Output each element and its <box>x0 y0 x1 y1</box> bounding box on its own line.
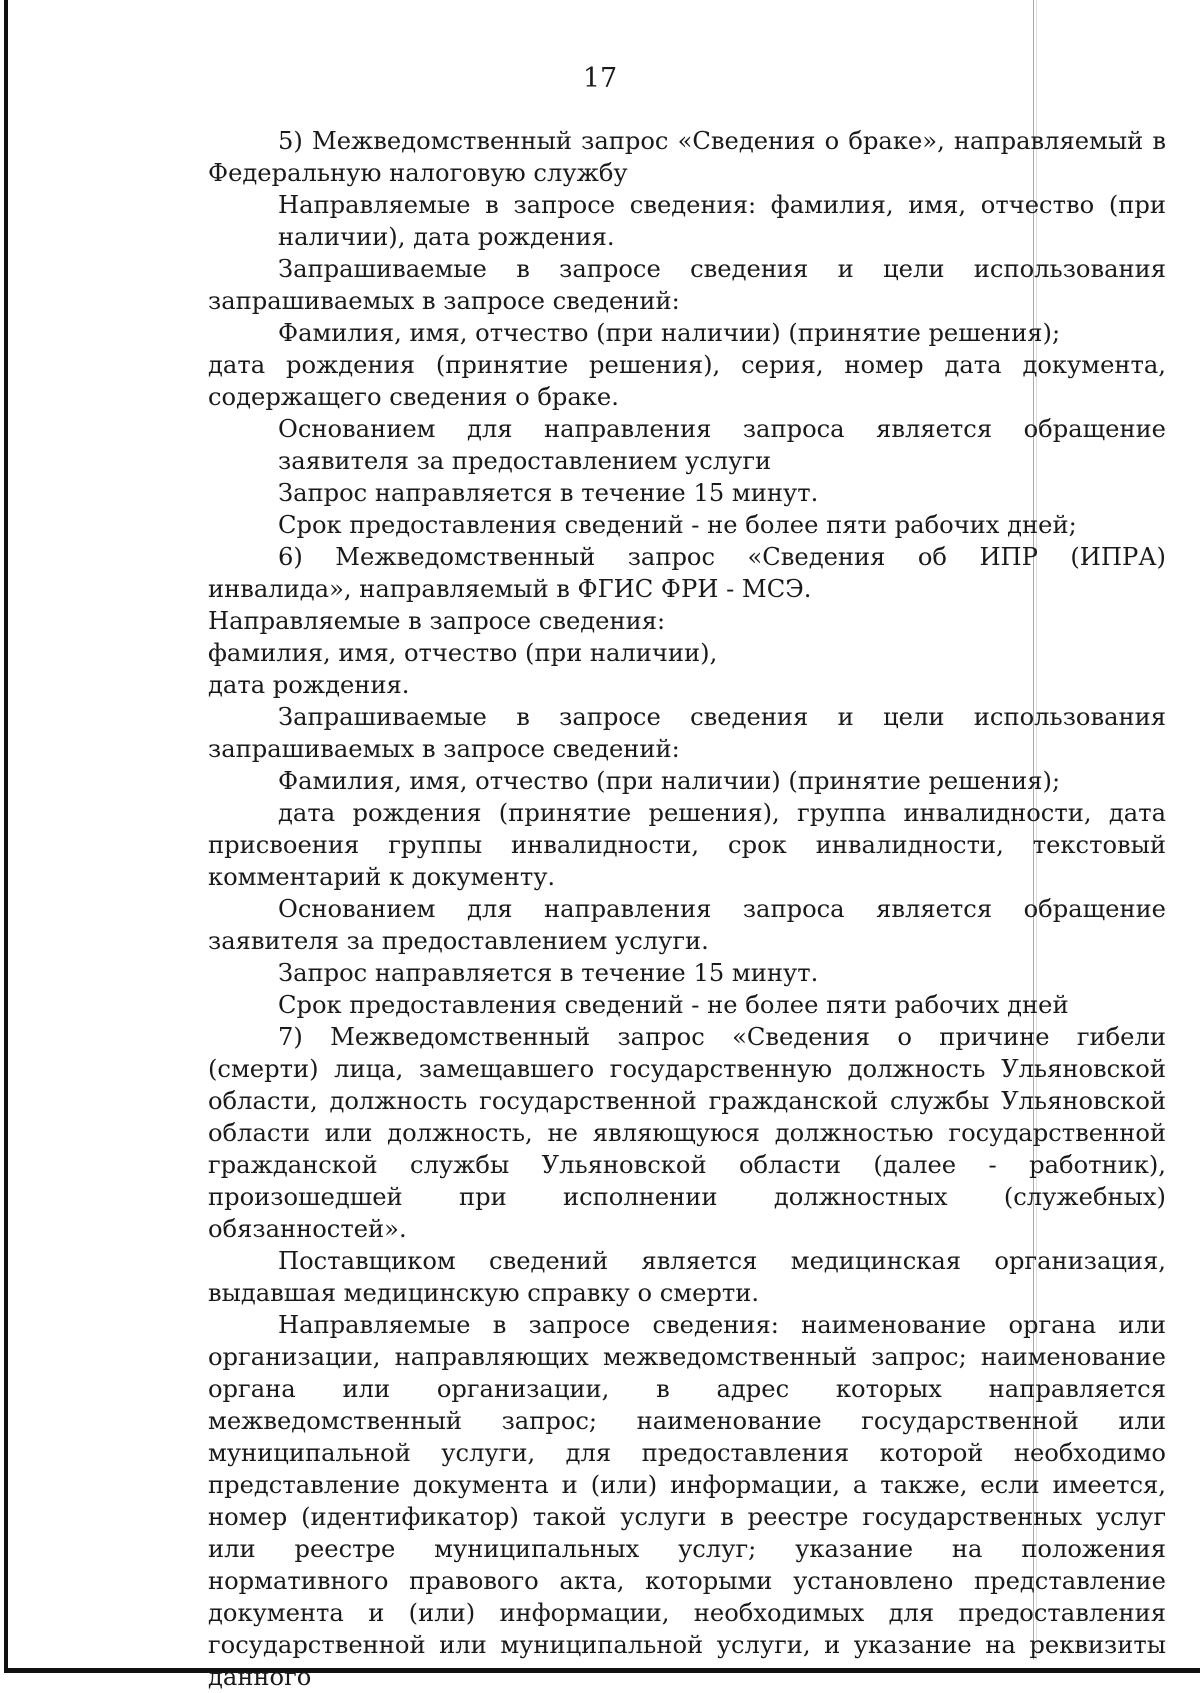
paragraph: Основанием для направления запроса является обращение заявителя за предоставлением услуги <box>278 415 1166 475</box>
paragraph: Направляемые в запросе сведения: фамилия, имя, отчество (при наличии), дата рождения. <box>278 191 1166 251</box>
paragraph: Запрос направляется в течение 15 минут. <box>278 479 819 507</box>
paragraph: Направляемые в запросе сведения: <box>208 607 666 635</box>
paragraph: Запрашиваемые в запросе сведения и цели использования запрашиваемых в запросе сведений: <box>208 703 1166 763</box>
paragraph: Запрашиваемые в запросе сведения и цели использования запрашиваемых в запросе сведений: <box>208 255 1166 315</box>
paragraph: Поставщиком сведений является медицинская организация, выдавшая медицинскую справку о смерти. <box>208 1247 1166 1307</box>
paragraph: Срок предоставления сведений - не более пяти рабочих дней; <box>278 511 1077 539</box>
paragraph: 7) Межведомственный запрос «Сведения о причине гибели (смерти) лица, замещавшего государственную должность Ульяновской области, должность государственной гражданской службы Ульяновской области или должность, не являющуюся должностью государственной гражданской службы Ульяновской области (далее - работник), произошедшей при исполнении должностных (служебных) обязанностей». <box>208 1023 1166 1243</box>
page-number: 17 <box>582 63 618 94</box>
document-body <box>208 125 1166 1693</box>
paragraph: Основанием для направления запроса является обращение заявителя за предоставлением услуги. <box>208 895 1166 955</box>
paragraph: Срок предоставления сведений - не более пяти рабочих дней <box>278 991 1069 1019</box>
paragraph: 6) Межведомственный запрос «Сведения об ИПР (ИПРА) инвалида», направляемый в ФГИС ФРИ - МСЭ. <box>208 543 1166 603</box>
paragraph: Фамилия, имя, отчество (при наличии) (принятие решения); <box>278 319 1061 347</box>
paragraph: Направляемые в запросе сведения: наименование органа или организации, направляющих межведомственный запрос; наименование органа или организации, в адрес которых направляется межведомственный запрос; наименование государственной или муниципальной услуги, для предоставления которой необходимо представление документа и (или) информации, а также, если имеется, номер (идентификатор) такой услуги в реестре государственных услуг или реестре муниципальных услуг; указание на положения нормативного правового акта, которыми установлено представление документа и (или) информации, необходимых для предоставления государственной или муниципальной услуги, и указание на реквизиты данного <box>208 1311 1166 1691</box>
paragraph: Фамилия, имя, отчество (при наличии) (принятие решения); <box>278 767 1061 795</box>
paragraph: Запрос направляется в течение 15 минут. <box>278 959 819 987</box>
paragraph: 5) Межведомственный запрос «Сведения о браке», направляемый в Федеральную налоговую службу <box>208 127 1166 187</box>
scan-edge-left <box>4 0 8 1672</box>
paragraph: фамилия, имя, отчество (при наличии), <box>208 639 718 667</box>
paragraph: дата рождения. <box>208 671 410 699</box>
paragraph: дата рождения (принятие решения), группа инвалидности, дата присвоения группы инвалидности, срок инвалидности, текстовый комментарий к документу. <box>208 799 1166 891</box>
paragraph: дата рождения (принятие решения), серия, номер дата документа, содержащего сведения о браке. <box>208 351 1166 411</box>
